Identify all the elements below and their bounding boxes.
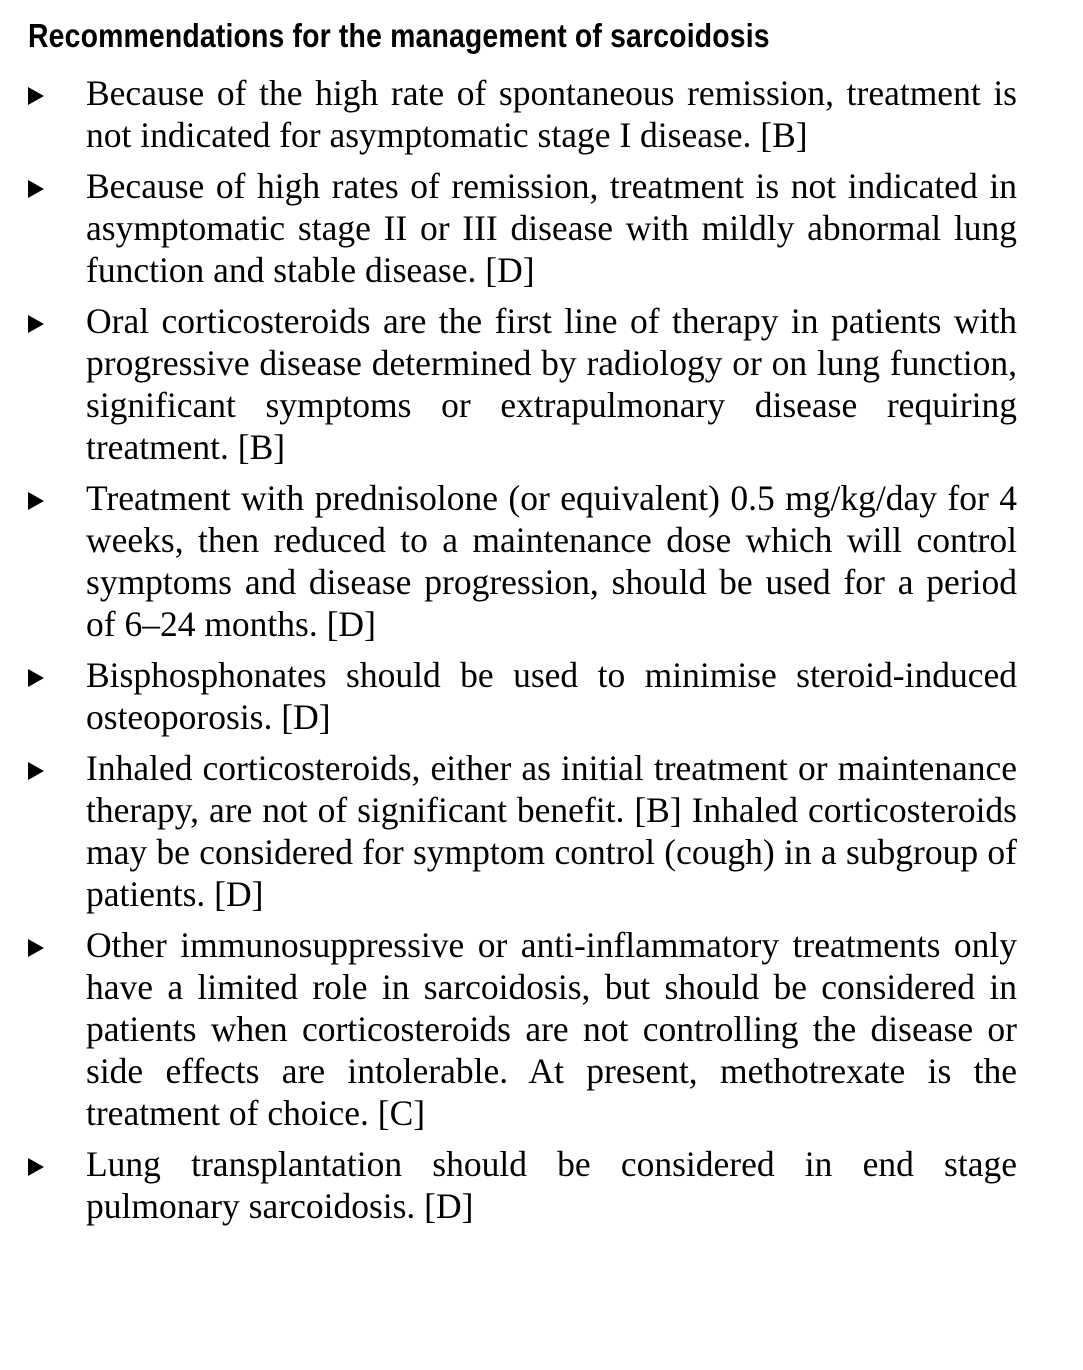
triangle-bullet-icon xyxy=(28,180,44,198)
recommendation-text: Inhaled corticosteroids, either as initial treatment or maintenance therapy, are not of significant benefit. [B] Inhaled corticosteroids may be considered for symptom control (cough) in a subgroup of patients. [D] xyxy=(86,748,1017,914)
recommendation-text: Treatment with prednisolone (or equivalent) 0.5 mg/​kg/day for 4 weeks, then reduced to a maintenance dose which will control symptoms and disease progression, should be used for a period of 6–24 months. [D] xyxy=(86,478,1017,644)
recommendation-item xyxy=(28,477,1017,645)
triangle-bullet-icon xyxy=(28,669,44,687)
recommendation-item xyxy=(28,1143,1017,1227)
triangle-bullet-icon xyxy=(28,1158,44,1176)
triangle-bullet-icon xyxy=(28,939,44,957)
recommendation-text: Lung transplantation should be considered in end stage pulmonary sarcoidosis. [D] xyxy=(86,1144,1017,1226)
recommendation-text: Bisphosphonates should be used to minimise steroid-induced osteoporosis. [D] xyxy=(86,655,1017,737)
recommendation-item xyxy=(28,72,1017,156)
recommendation-text: Oral corticosteroids are the first line of therapy in patients with progressive disease determined by radiology or on lung function, significant symptoms or extrapulmonary disease requiring treatment. [B] xyxy=(86,301,1017,467)
recommendation-item xyxy=(28,747,1017,915)
triangle-bullet-icon xyxy=(28,87,44,105)
recommendation-text: Because of high rates of remission, treatment is not indicated in asymptomatic stage II or III disease with mildly abnormal lung function and stable disease. [D] xyxy=(86,166,1017,290)
recommendation-item xyxy=(28,924,1017,1134)
recommendation-item xyxy=(28,654,1017,738)
triangle-bullet-icon xyxy=(28,315,44,333)
recommendation-text: Other immunosuppressive or anti-inflammatory treatments only have a limited role in sarcoidosis, but should be considered in patients when corticosteroids are not controlling the disease or side effects are intolerable. At present, methotrexate is the treatment of choice. [C] xyxy=(86,925,1017,1133)
recommendation-item xyxy=(28,300,1017,468)
triangle-bullet-icon xyxy=(28,492,44,510)
recommendation-item xyxy=(28,165,1017,291)
box-title: Recommendations for the management of sarcoidosis xyxy=(28,17,770,54)
recommendation-text: Because of the high rate of spontaneous remission, treatment is not indicated for asymptomatic stage I disease. [B] xyxy=(86,73,1017,155)
recommendation-list xyxy=(28,72,1017,1227)
triangle-bullet-icon xyxy=(28,762,44,780)
